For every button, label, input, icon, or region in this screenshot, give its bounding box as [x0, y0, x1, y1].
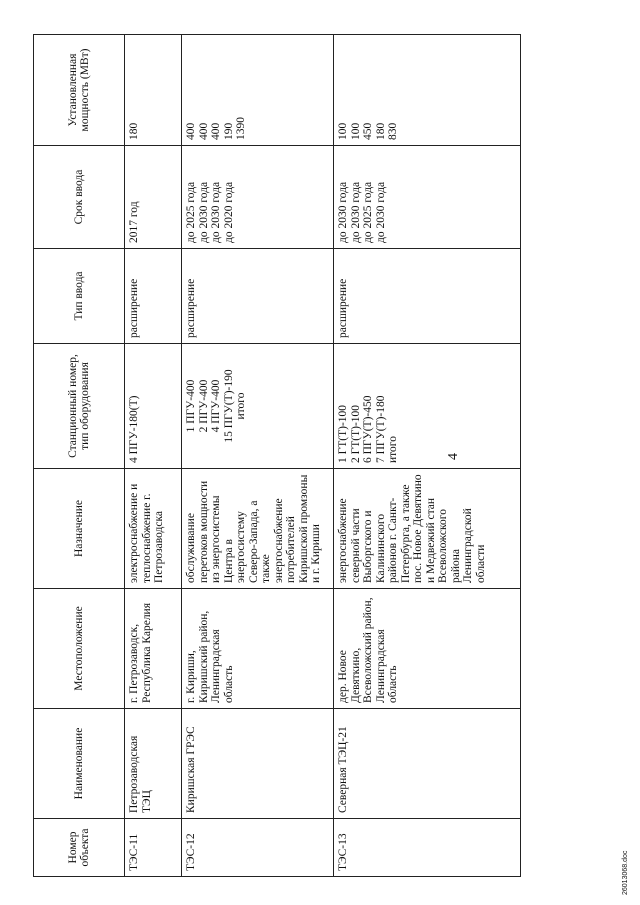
equipment-item: 6 ПГУ(Т)-450	[362, 395, 374, 463]
capacity-item: 100	[337, 122, 349, 140]
capacity-item: 400	[185, 122, 197, 140]
term-item: до 2025 года	[362, 181, 374, 243]
term-item: до 2020 года	[222, 181, 235, 243]
capacity-item: 450	[362, 122, 374, 140]
cell-equipment	[182, 344, 334, 469]
capacity-item: 400	[210, 122, 222, 140]
capacity-item: 190	[222, 122, 235, 140]
cell-term	[182, 146, 334, 249]
cell-purpose: обслуживание перетоков мощности из энергосистемы Центра в энергосистему Северо-Запада, а также энергоснабжение потребителей Киришской промзоны и г. Кириши	[182, 469, 334, 589]
cell-capacity	[334, 35, 521, 146]
term-item: до 2025 года	[185, 181, 197, 243]
cell-type: расширение	[334, 249, 521, 344]
cell-capacity	[182, 35, 334, 146]
equipment-item: 1 ПГУ-400	[185, 379, 197, 433]
cell-name: Северная ТЭЦ-21	[334, 709, 521, 819]
header-name: Наименование	[34, 709, 125, 819]
cell-type: расширение	[182, 249, 334, 344]
header-type: Тип ввода	[34, 249, 125, 344]
term-item: 2017 год	[128, 201, 140, 243]
cell-number: ТЭС-11	[125, 819, 182, 877]
table-row	[182, 35, 334, 877]
capacity-item: 180	[374, 122, 387, 140]
header-term: Срок ввода	[34, 146, 125, 249]
cell-location: дер. Новое Девяткино, Всеволожский район, Ленинградская область	[334, 589, 521, 709]
cell-purpose: энергоснабжение северной части Выборгского и Калининского районов г. Санкт-Петербурга, а также пос. Новое Девяткино и Медвежий стан Всеволожского района Ленинградской области	[334, 469, 521, 589]
cell-purpose: электроснабжение и теплоснабжение г. Петрозаводска	[125, 469, 182, 589]
document-id: 26013068.doc	[622, 850, 629, 895]
cell-equipment	[125, 344, 182, 469]
equipment-item: 2 ГТ(Т)-100	[349, 404, 362, 463]
term-item: до 2030 года	[197, 181, 210, 243]
power-plants-table	[33, 34, 521, 877]
cell-term	[125, 146, 182, 249]
cell-term	[334, 146, 521, 249]
header-purpose: Назначение	[34, 469, 125, 589]
cell-type: расширение	[125, 249, 182, 344]
cell-location: г. Кириши, Киришский район, Ленинградская область	[182, 589, 334, 709]
cell-name: Петрозаводская ТЭЦ	[125, 709, 182, 819]
equipment-item: 7 ПГУ(Т)-180	[374, 395, 387, 463]
page-number: 4	[446, 453, 461, 460]
capacity-item: 400	[197, 122, 210, 140]
equipment-total: итого	[235, 392, 247, 420]
capacity-total: 830	[387, 122, 399, 140]
table-row	[334, 35, 521, 877]
term-item: до 2030 года	[337, 181, 349, 243]
cell-location: г. Петрозаводск, Республика Карелия	[125, 589, 182, 709]
capacity-total: 1390	[235, 117, 247, 140]
header-number: Номер объекта	[34, 819, 125, 877]
equipment-item: 15 ПГУ(Т)-190	[222, 369, 235, 443]
term-item: до 2030 года	[210, 181, 222, 243]
term-item: до 2030 года	[374, 181, 387, 243]
term-item: до 2030 года	[349, 181, 362, 243]
equipment-item: 2 ПГУ-400	[197, 379, 210, 433]
cell-name: Киришская ГРЭС	[182, 709, 334, 819]
cell-capacity	[125, 35, 182, 146]
cell-number: ТЭС-13	[334, 819, 521, 877]
equipment-item: 4 ПГУ-180(Т)	[128, 395, 140, 463]
header-location: Местоположение	[34, 589, 125, 709]
equipment-total: итого	[387, 436, 399, 463]
table-row	[125, 35, 182, 877]
equipment-item: 4 ПГУ-400	[210, 379, 222, 433]
header-capacity: Установленная мощность (МВт)	[34, 35, 125, 146]
capacity-item: 180	[128, 122, 140, 140]
header-equipment: Станционный номер, тип оборудования	[34, 344, 125, 469]
cell-equipment	[334, 344, 521, 469]
table-header-row	[34, 35, 125, 877]
cell-number: ТЭС-12	[182, 819, 334, 877]
capacity-item: 100	[349, 122, 362, 140]
equipment-item: 1 ГТ(Т)-100	[337, 404, 349, 463]
